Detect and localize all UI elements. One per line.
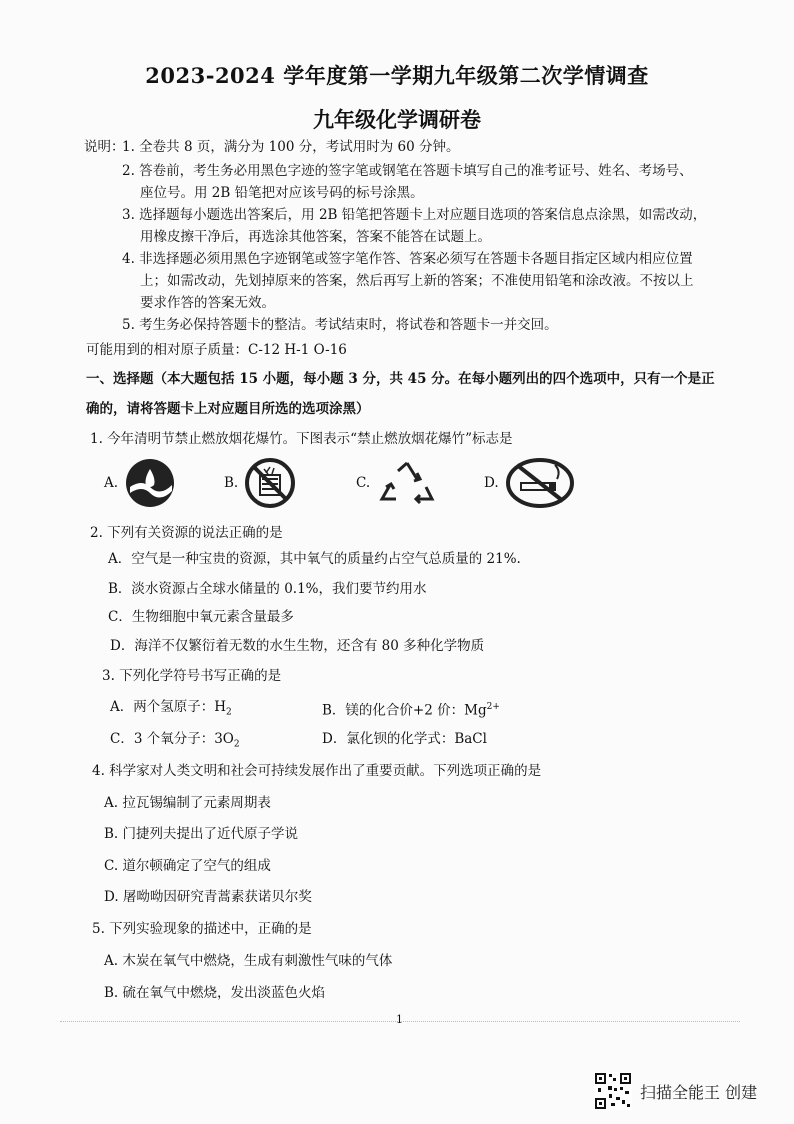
- water-saving-icon: [124, 457, 176, 509]
- q3-option-c: [110, 730, 240, 754]
- exam-title: 2023-2024 学年度第一学期九年级第二次学情调查: [145, 63, 649, 88]
- q3-b-sup: 2+: [486, 702, 500, 712]
- scanner-watermark: [594, 1072, 757, 1110]
- option-label: D.: [484, 475, 499, 491]
- option-label: B.: [224, 475, 239, 491]
- note-4b: 上；如需改动，先划掉原来的答案，然后再写上新的答案；不准使用铅笔和涂改液。不按以上: [140, 273, 694, 289]
- q3-c-sub: 2: [233, 739, 240, 750]
- q3-option-d: [322, 730, 487, 748]
- q1-option-a: [104, 457, 176, 509]
- notes-lead: 说明：: [84, 139, 125, 155]
- q1-option-c: [356, 457, 438, 509]
- q3-d-formula: BaCl: [454, 731, 487, 747]
- q2-option-d: D．海洋不仅繁衍着无数的水生生物，还含有 80 多种化学物质: [110, 638, 485, 654]
- q2-option-c: C．生物细胞中氧元素含量最多: [108, 609, 294, 625]
- q5-option-b: B. 硫在氧气中燃烧，发出淡蓝色火焰: [104, 985, 326, 1001]
- note-1: 1. 全卷共 8 页，满分为 100 分，考试用时为 60 分钟。: [122, 139, 460, 155]
- q1-stem: 1. 今年清明节禁止燃放烟花爆竹。下图表示“禁止燃放烟花爆竹”标志是: [90, 431, 513, 447]
- section-heading-2: 确的，请将答题卡上对应题目所选的选项涂黑）: [86, 401, 370, 417]
- q3-c-formula: 3O: [214, 731, 234, 747]
- q3-b-formula: Mg: [464, 702, 487, 719]
- q3-stem: 3. 下列化学符号书写正确的是: [102, 668, 282, 684]
- note-3b: 用橡皮擦干净后，再选涂其他答案，答案不能答在试题上。: [140, 229, 491, 245]
- option-label: A.: [104, 475, 119, 491]
- q4-stem: 4. 科学家对人类文明和社会可持续发展作出了重要贡献。下列选项正确的是: [92, 763, 542, 779]
- q5-option-a: A. 木炭在氧气中燃烧，生成有刺激性气味的气体: [104, 953, 393, 969]
- atomic-mass-line: 可能用到的相对原子质量：C-12 H-1 O-16: [86, 342, 347, 358]
- note-4c: 要求作答的答案无效。: [140, 295, 275, 311]
- qr-code-icon: [594, 1072, 632, 1110]
- q3-b-text: B．镁的化合价+2 价：: [322, 702, 465, 719]
- q4-option-b: B. 门捷列夫提出了近代原子学说: [104, 826, 299, 842]
- q3-d-text: D．氯化钡的化学式：: [322, 731, 455, 747]
- q3-c-text: C．3 个氧分子：: [110, 731, 215, 747]
- note-2a: 2. 答卷前，考生务必用黑色字迹的签字笔或钢笔在答题卡填写自己的准考证号、姓名、考场号、: [122, 163, 693, 179]
- recycle-icon: [376, 457, 438, 509]
- q3-option-b: [322, 698, 500, 720]
- exam-subtitle: 九年级化学调研卷: [313, 107, 481, 132]
- note-3a: 3. 选择题每小题选出答案后，用 2B 铅笔把答题卡上对应题目选项的答案信息点涂黑，如需改动，: [122, 207, 707, 223]
- q1-option-b: [224, 457, 296, 509]
- q3-option-a: [110, 698, 232, 722]
- section-heading-1: 一、选择题（本大题包括 15 小题，每小题 3 分，共 45 分。在每小题列出的四个选项中，只有一个是正: [86, 371, 715, 387]
- q3-a-formula: H: [214, 699, 227, 715]
- note-5: 5. 考生务必保持答题卡的整洁。考试结束时，将试卷和答题卡一并交回。: [122, 317, 558, 333]
- q4-option-d: D. 屠呦呦因研究青蒿素获诺贝尔奖: [104, 889, 312, 905]
- q4-option-a: A. 拉瓦锡编制了元素周期表: [104, 795, 271, 811]
- no-smoking-icon: [505, 457, 575, 509]
- q1-option-d: [484, 457, 575, 509]
- no-fireworks-icon: [244, 457, 296, 509]
- q2-option-b: B．淡水资源占全球水储量的 0.1%，我们要节约用水: [108, 581, 427, 597]
- note-2b: 座位号。用 2B 铅笔把对应该号码的标号涂黑。: [140, 185, 424, 201]
- q2-option-a: A．空气是一种宝贵的资源，其中氧气的质量约占空气总质量的 21%.: [108, 551, 521, 567]
- q3-a-text: A．两个氢原子：: [110, 699, 215, 715]
- scanner-label: 扫描全能王 创建: [640, 1082, 758, 1102]
- option-label: C.: [356, 475, 371, 491]
- q2-stem: 2. 下列有关资源的说法正确的是: [90, 525, 283, 541]
- q4-option-c: C. 道尔顿确定了空气的组成: [104, 858, 271, 874]
- note-4a: 4. 非选择题必须用黑色字迹钢笔或签字笔作答、答案必须写在答题卡各题目指定区域内相应位置: [122, 251, 693, 267]
- q3-a-sub: 2: [226, 707, 232, 718]
- page-number: 1: [396, 1013, 403, 1026]
- q5-stem: 5. 下列实验现象的描述中，正确的是: [92, 921, 312, 937]
